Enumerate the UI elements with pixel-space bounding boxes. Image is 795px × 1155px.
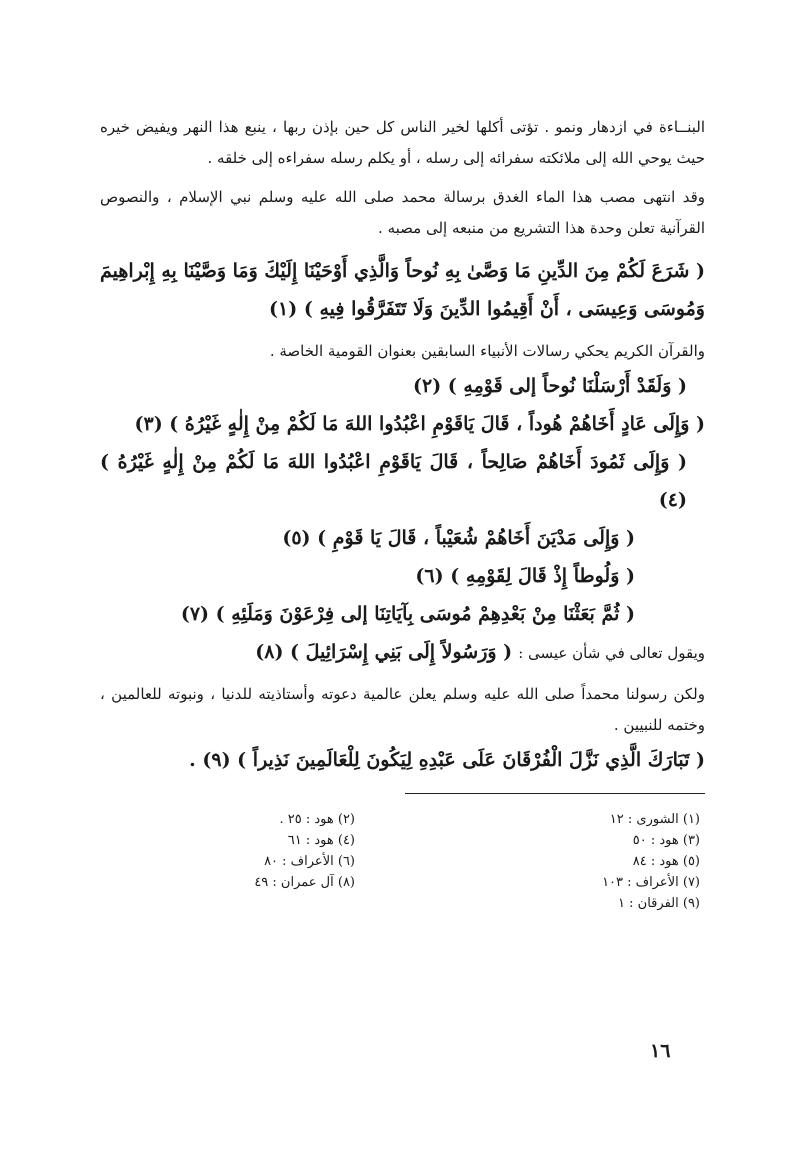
footnote-divider <box>405 793 705 794</box>
verse-3: ( وَإِلَى عَادٍ أَخَاهُمْ هُوداً ، قَالَ يَاقَوْمِ اعْبُدُوا اللهَ مَا لَكُمْ مِنْ إِلٰهٍ غَيْرُهُ ) (٣) <box>134 413 705 435</box>
verse-5: ( وَإِلَى مَدْيَنَ أَخَاهُمْ شُعَيْباً ، قَالَ يَا قَوْمِ ) (٥) <box>282 527 635 549</box>
paragraph-4 <box>100 633 705 671</box>
footnotes <box>100 812 705 911</box>
verse-8: ( وَرَسُولاً إِلَى بَنِي إِسْرَائِيلَ ) (٨) <box>255 641 513 663</box>
footnote-5: (٥) هود : ٨٤ <box>632 854 700 869</box>
verse-4: ( وَإِلَى ثَمُودَ أَخَاهُمْ صَالِحاً ، قَالَ يَاقَوْمِ اعْبُدُوا اللهَ مَا لَكُمْ مِنْ إِلٰهٍ غَيْرُهُ ) (٤) <box>100 451 687 511</box>
footnote-8: (٨) آل عمران : ٤٩ <box>254 875 355 890</box>
verse-1: ( شَرَعَ لَكُمْ مِنَ الدِّينِ مَا وَصَّىٰ بِهِ نُوحاً وَالَّذِي أَوْحَيْنَا إِلَيْكَ وَمَا وَصَّيْنَا بِهِ إِبْراهِيمَ وَمُوسَى وَعِيسَى ، أَنْ أَقِيمُوا الدِّينَ وَلَا تَتَفَرَّقُوا فِيهِ ) (١) <box>100 260 705 320</box>
footnote-2: (٢) هود : ٢٥ . <box>279 812 355 827</box>
verse-6: ( وَلُوطاً إِذْ قَالَ لِقَوْمِهِ ) (٦) <box>415 565 635 587</box>
footnote-9: (٩) الفرقان : ١ <box>618 896 700 911</box>
paragraph-5: ولكن رسولنا محمداً صلى الله عليه وسلم يعلن عالمية دعوته وأستاذيته للدنيا ، ونبوته للعالمين ، وختمه للنبيين . <box>100 685 705 734</box>
verse-2: ( وَلَقَدْ أَرْسَلْنَا نُوحاً إلى قَوْمِهِ ) (٢) <box>412 375 687 397</box>
footnote-4: (٤) هود : ٦١ <box>287 833 355 848</box>
footnote-7: (٧) الأعراف : ١٠٣ <box>602 875 700 890</box>
paragraph-3: والقرآن الكريم يحكي رسالات الأنبياء السابقين بعنوان القومية الخاصة . <box>269 342 705 360</box>
paragraph-4-prefix: ويقول تعالى في شأن عيسى : <box>518 644 705 662</box>
paragraph-1: البنــاءة في ازدهار ونمو . تؤتى أكلها لخير الناس كل حين بإذن ربها ، ينبع هذا النهر ويفيض خيره حيث يوحي الله إلى ملائكته سفرائه إلى رسله ، أو يكلم رسله سفراءه إلى خلقه . <box>100 118 705 167</box>
verse-7: ( ثُمَّ بَعَثْنَا مِنْ بَعْدِهِمْ مُوسَى بِآيَاتِنَا إلى فِرْعَوْنَ وَمَلَئِهِ ) (٧) <box>180 603 635 625</box>
verse-9: ( تَبَارَكَ الَّذِي نَزَّلَ الْفُرْقَانَ عَلَى عَبْدِهِ لِيَكُونَ لِلْعَالَمِينَ نَذِيراً ) (٩) . <box>189 749 705 771</box>
footnote-3: (٣) هود : ٥٠ <box>632 833 700 848</box>
page-number: ١٦ <box>650 1040 671 1062</box>
paragraph-2: وقد انتهى مصب هذا الماء الغدق برسالة محمد صلى الله عليه وسلم نبي الإسلام ، والنصوص القرآنية تعلن وحدة هذا التشريع من منبعه إلى مصبه . <box>100 188 705 237</box>
footnote-6: (٦) الأعراف : ٨٠ <box>264 854 355 869</box>
footnote-1: (١) الشورى : ١٢ <box>609 812 700 827</box>
page-body <box>100 112 705 911</box>
